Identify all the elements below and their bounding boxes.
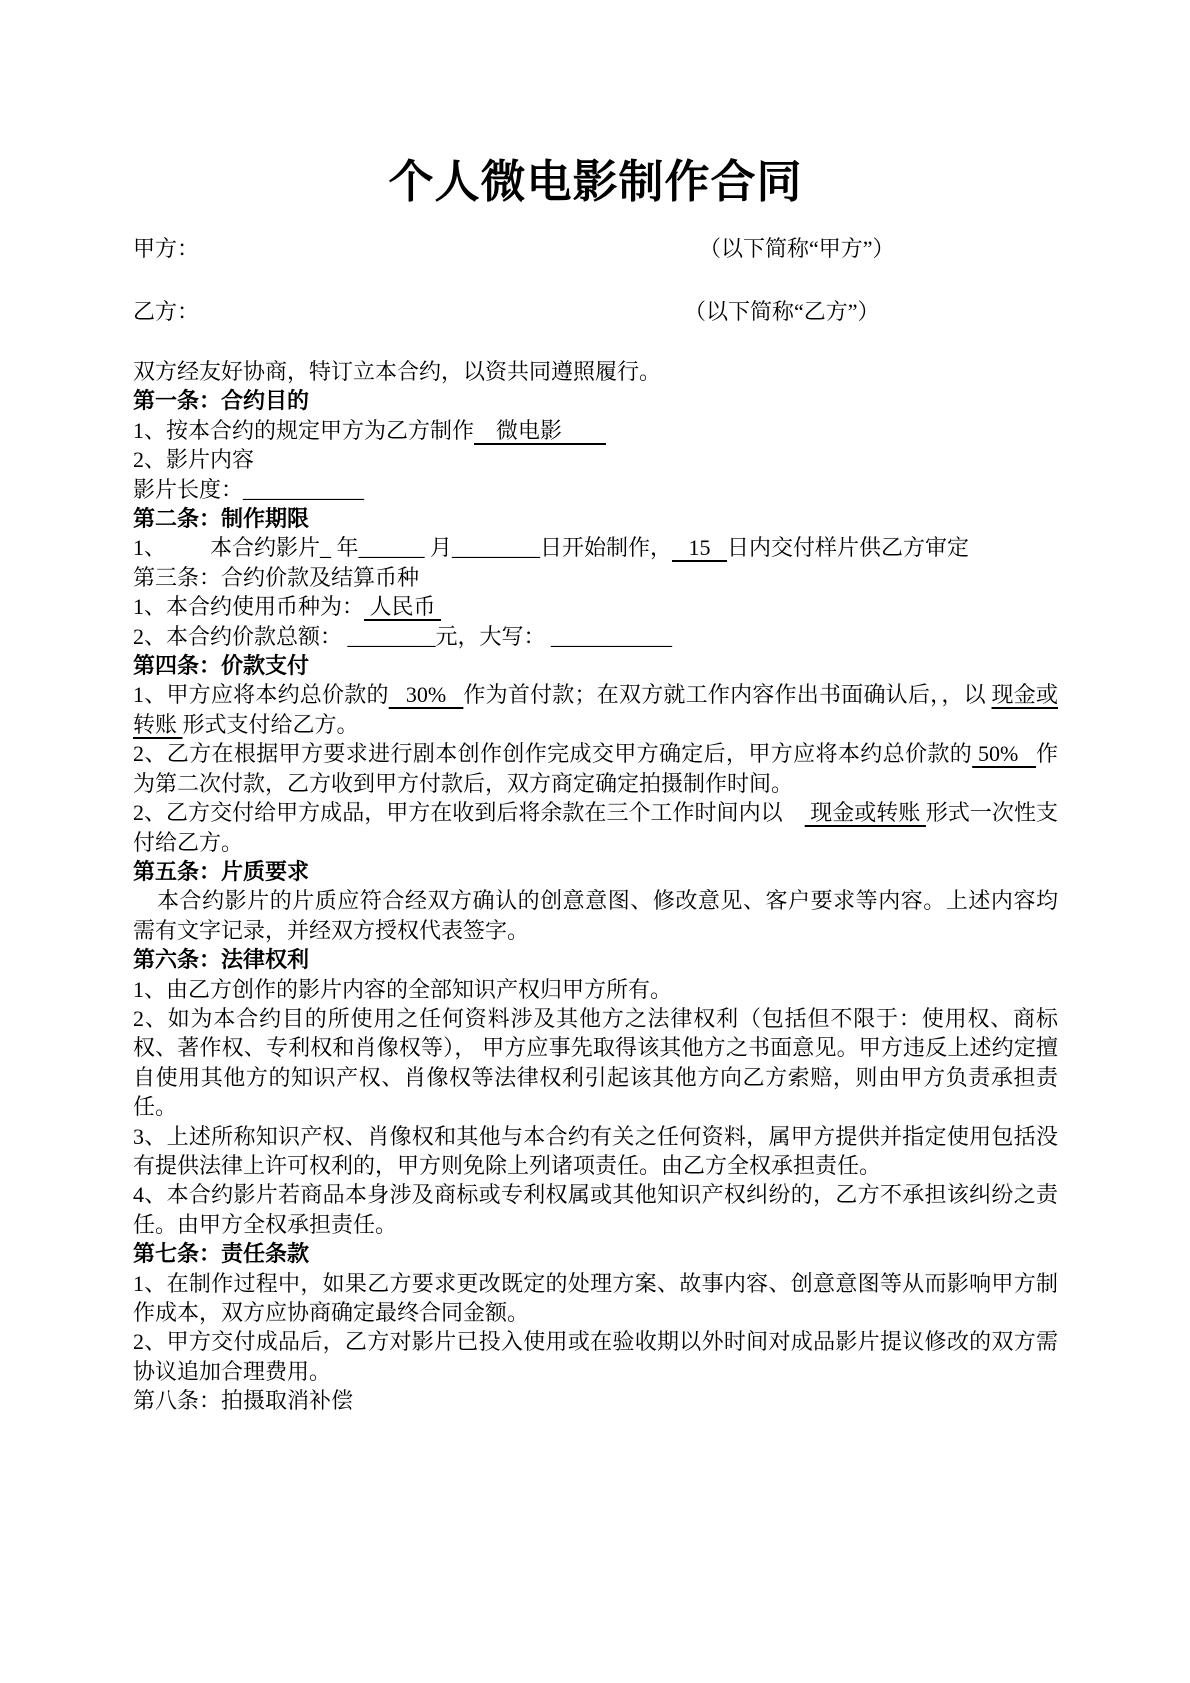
text-run: 作为第二次付款，乙方收到甲方付款后，双方商定确定拍摄制作时间。 (133, 741, 1058, 796)
contract-paragraph (133, 533, 1058, 562)
article-heading (133, 945, 1058, 974)
underline-blank-field: 15 (672, 535, 728, 561)
party-a-alias: （以下简称“甲方”） (699, 236, 895, 261)
text-run: 第三条：合约价款及结算币种 (133, 564, 420, 590)
text-run: 1、在制作过程中，如果乙方要求更改既定的处理方案、故事内容、创意意图等从而影响甲方制作成本，双方应协商确定最终合同金额。 (133, 1270, 1058, 1325)
underline-blank-field: 人民币 (364, 594, 442, 620)
text-run: 形式支付给乙方。 (182, 711, 359, 737)
party-a-label: 甲方： (133, 236, 200, 261)
contract-paragraph (133, 1269, 1058, 1328)
text-run: 2、甲方交付成品后，乙方对影片已投入使用或在验收期以外时间对成品影片提议修改的双方需协议追加合理费用。 (133, 1329, 1058, 1384)
text-run: 日内交付样片供乙方审定 (727, 535, 970, 561)
text-run: 第八条：拍摄取消补偿 (133, 1388, 354, 1414)
contract-paragraph (133, 592, 1058, 621)
text-run: 作为首付款；在双方就工作内容作出书面确认后，，以 (463, 682, 992, 708)
article-heading (133, 386, 1058, 415)
underline-blank-field: 30% (388, 682, 464, 708)
text-run: 形式一次性支付给乙方。 (133, 800, 1058, 855)
article-heading (133, 504, 1058, 533)
text-run: 2、如为本合约目的所使用之任何资料涉及其他方之法律权利（包括但不限于：使用权、商标权、著作权、专利权和肖像权等）， 甲方应事先取得该其他方之书面意见。甲方违反上述约定擅自使用其他方的知识产权、肖像权等法律权利引起该其他方向乙方索赔，则由甲方负责承担责任。 (133, 1005, 1058, 1120)
contract-paragraph (133, 563, 1058, 592)
text-run: 2、影片内容 (133, 447, 255, 473)
contract-paragraph (133, 1180, 1058, 1239)
contract-paragraph (133, 886, 1058, 945)
underline-blank-field: 现金或转账 (804, 800, 926, 826)
article-heading (133, 857, 1058, 886)
text-run: 1、甲方应将本约总价款的 (133, 682, 389, 708)
party-line-jiafang (133, 237, 1058, 261)
party-line-yifang (133, 300, 1058, 324)
contract-paragraph (133, 975, 1058, 1004)
contract-paragraph (133, 1327, 1058, 1386)
text-run: 双方经友好协商，特订立本合约，以资共同遵照履行。 (133, 359, 662, 384)
contract-paragraph (133, 1004, 1058, 1122)
text-run: 1、本合约使用币种为： (133, 594, 365, 620)
text-run: 第四条：价款支付 (133, 653, 310, 679)
contract-body (133, 357, 1058, 1416)
contract-paragraph (133, 1386, 1058, 1415)
text-run: 第二条：制作期限 (133, 506, 310, 532)
contract-paragraph (133, 1122, 1058, 1181)
contract-paragraph (133, 475, 1058, 504)
article-heading (133, 1239, 1058, 1268)
text-run: 影片长度：___________ (133, 476, 365, 502)
contract-paragraph (133, 357, 1058, 386)
text-run: 2、乙方在根据甲方要求进行剧本创作创作完成交甲方确定后，甲方应将本约总价款的 (133, 741, 973, 767)
contract-paragraph (133, 798, 1058, 857)
underline-blank-field: 现金或转账 (133, 682, 1058, 737)
text-run: 2、乙方交付给甲方成品，甲方在收到后将余款在三个工作时间内以 (133, 800, 805, 826)
text-run: 第五条：片质要求 (133, 858, 310, 884)
contract-paragraph (133, 416, 1058, 445)
text-run: 1、由乙方创作的影片内容的全部知识产权归甲方所有。 (133, 976, 673, 1002)
party-b-alias: （以下简称“乙方”） (684, 299, 880, 324)
contract-paragraph (133, 622, 1058, 651)
text-run: 第七条：责任条款 (133, 1241, 310, 1267)
underline-blank-field: 50% (972, 741, 1036, 767)
contract-paragraph (133, 680, 1058, 739)
document-title: 个人微电影制作合同 (388, 157, 803, 207)
contract-paragraph (133, 445, 1058, 474)
party-b-label: 乙方： (133, 299, 200, 324)
article-heading (133, 651, 1058, 680)
text-run: 3、上述所称知识产权、肖像权和其他与本合约有关之任何资料，属甲方提供并指定使用包括没有提供法律上许可权利的，甲方则免除上列诸项责任。由乙方全权承担责任。 (133, 1123, 1058, 1178)
underline-blank-field: 微电影 (474, 417, 607, 443)
contract-paragraph (133, 739, 1058, 798)
text-run: 1、按本合约的规定甲方为乙方制作 (133, 417, 475, 443)
text-run: 4、本合约影片若商品本身涉及商标或专利权属或其他知识产权纠纷的，乙方不承担该纠纷之责任。由甲方全权承担责任。 (133, 1182, 1058, 1237)
text-run: 2、本合约价款总额： ________元，大写： ___________ (133, 623, 673, 649)
text-run: 第六条：法律权利 (133, 947, 310, 973)
text-run: 1、 本合约影片_ 年______ 月________日开始制作， (133, 535, 673, 561)
text-run: 本合约影片的片质应符合经双方确认的创意意图、修改意见、客户要求等内容。上述内容均需有文字记录，并经双方授权代表签字。 (133, 888, 1058, 943)
text-run: 第一条：合约目的 (133, 388, 310, 414)
